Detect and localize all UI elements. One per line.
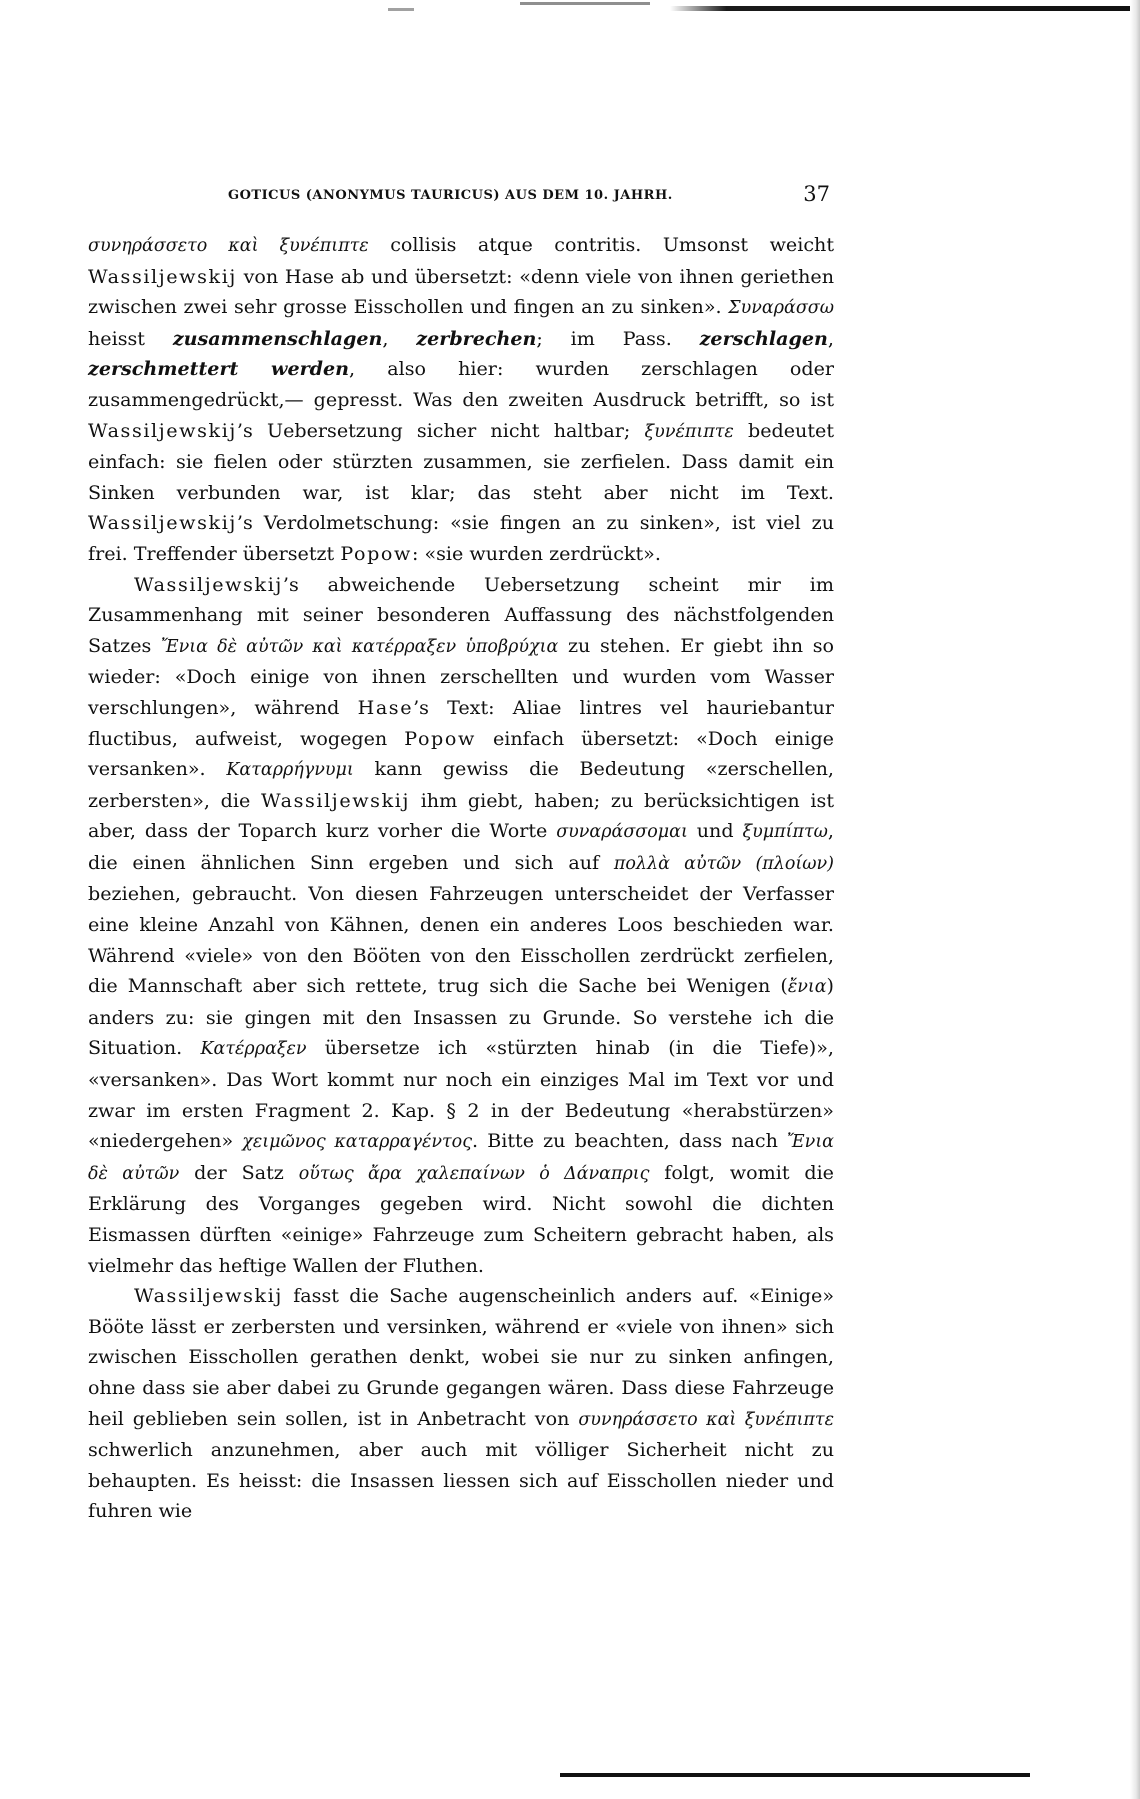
greek-quote: Κατέρραξεν [200,1039,307,1060]
paragraph [88,230,834,570]
text-run: ) anders zu: sie gingen mit den Insassen zu Grunde. So verstehe ich die Situation. [88,974,834,1060]
text-run: und [687,819,743,843]
text-run: : «sie wurden zerdrückt». [411,541,661,565]
text-run: ’s Text: Aliae lintres vel hauriebantur fluctibus, aufweist, wogegen [88,695,834,750]
scan-artifact-right-edge [1130,0,1140,1799]
greek-quote: συνηράσσετο καὶ ξυνέπιπτε [88,236,369,256]
greek-quote: πολλὰ αὐτῶν (πλοίων) [613,853,834,874]
text-run: heisst [88,326,173,350]
text-run: , [827,326,834,350]
text-run: übersetze ich «stürzten hinab (in die Tiefe)», «versanken». Das Wort kommt nur noch ein einziges Mal im Text vor und zwar im ersten Fragment 2. Kap. § 2 in der Bedeutung «herabstürzen» «niedergehen» [88,1036,834,1153]
text-run: fasst die Sache augenscheinlich anders auf. «Einige» Bööte lässt er zerbersten und versinken, während er «viele von ihnen» sich zwischen Eisschollen gerathen denkt, wobei sie nur zu sinken anfingen, ohne dass sie aber dabei zu Grunde gegangen wären. Dass diese Fahrzeuge heil geblieben sein sollen, ist in Anbetracht von [88,1284,834,1430]
scan-artifact-top-edge [670,6,1140,11]
paragraph [88,570,834,1282]
greek-quote: ἔνια [787,977,827,998]
running-title: GOTICUS (ANONYMUS TAURICUS) AUS DEM 10. JAHRH. [228,188,673,203]
text-run: kann gewiss die Bedeutung «zerschellen, zerbersten», die [88,757,834,812]
spaced-name: Wassiljewskij [261,788,410,812]
greek-quote: οὕτως ἄρα χαλεπαίνων ὁ Δάναπρις [298,1163,650,1184]
text-run: von Hase ab und übersetzt: «denn viele von ihnen geriethen zwischen zwei sehr grosse Eisschollen und fingen an zu sinken». [88,264,834,319]
spaced-name: Popow [340,541,412,565]
spaced-name: Wassiljewskij [88,511,237,535]
spaced-name: Wassiljewskij [134,1284,283,1308]
text-run: , also hier: wurden zerschlagen oder zusammengedrückt,— gepresst. Was den zweiten Ausdruck betrifft, so ist [88,357,834,411]
paragraph [88,1281,834,1527]
greek-quote: Ἔνια δὲ αὐτῶν καὶ κατέρραξεν ὑποβρύχια [160,636,559,657]
greek-quote: Συναράσσω [728,298,834,319]
text-run: ihm giebt, haben; zu berücksichtigen ist aber, dass der Toparch kurz vorher die Worte [88,788,834,843]
text-run: beziehen, gebraucht. Von diesen Fahrzeugen unterscheidet der Verfasser eine kleine Anzahl von Kähnen, denen ein anderes Loos beschieden war. Während «viele» von den Bööten von den Eisschollen zerdrückt zerfielen, die Mannschaft aber sich rettete, trug sich die Sache bei Wenigen ( [88,882,834,998]
spaced-name: Wassiljewskij [88,418,237,442]
emphasis: zerbrechen [416,326,537,350]
text-run: , die einen ähnlichen Sinn ergeben und sich auf [88,819,834,874]
text-run: der Satz [179,1160,299,1184]
text-run: ; im Pass. [536,326,700,350]
emphasis: zusammenschlagen [172,326,383,350]
text-run: . Bitte zu beachten, dass nach [472,1129,788,1153]
greek-quote: ξυμπίπτω [742,822,828,843]
running-head [88,182,834,216]
spaced-name: Wassiljewskij [88,264,237,288]
greek-quote: ξυνέπιπτε [644,421,734,442]
text-run: folgt, womit die Erklärung des Vorganges gegeben wird. Nicht sowohl die dichten Eismassen dürften «einige» Fahrzeuge zum Scheitern gebracht haben, als vielmehr das heftige Wallen der Fluthen. [88,1160,834,1277]
emphasis: zerschlagen [699,326,828,350]
text-run: bedeutet einfach: sie fielen oder stürzten zusammen, sie zerfielen. Dass damit ein Sinken verbunden war, ist klar; das steht aber nicht im Text. [88,418,834,504]
spaced-name: Wassiljewskij [134,572,283,596]
spaced-name: Popow [404,726,476,750]
text-run: zu stehen. Er giebt ihn so wieder: «Doch einige von ihnen zerschellten und wurden vom Wasser verschlungen», während [88,633,834,719]
text-run: ’s Verdolmetschung: «sie fingen an zu sinken», ist viel zu frei. Treffender übersetzt [88,511,834,565]
text-run: collisis atque contritis. Umsonst weicht [368,233,834,256]
book-page [88,182,834,1527]
text-run: einfach übersetzt: «Doch einige versanken». [88,726,834,781]
text-run: ’s Uebersetzung sicher nicht haltbar; [236,418,645,442]
scan-artifact-bottom-edge [560,1773,1030,1777]
body-text [88,230,834,1527]
text-run: , [382,326,417,350]
text-run: schwerlich anzunehmen, aber auch mit völliger Sicherheit nicht zu behaupten. Es heisst: die Insassen liessen sich auf Eisschollen nieder und fuhren wie [88,1438,834,1523]
greek-quote: συναράσσομαι [556,822,688,843]
page-number: 37 [803,182,830,206]
greek-quote: συνηράσσετο καὶ ξυνέπιπτε [578,1409,834,1430]
emphasis: zerschmettert werden [88,357,350,381]
scan-artifact-top-left [520,2,650,5]
greek-quote: Ἔνια δὲ αὐτῶν [88,1132,834,1184]
scan-artifact-mark [388,8,414,11]
greek-quote: χειμῶνος καταρραγέντος [242,1132,473,1153]
text-run: ’s abweichende Uebersetzung scheint mir im Zusammenhang mit seiner besonderen Auffassung des nächstfolgenden Satzes [88,572,834,657]
greek-quote: Καταρρήγνυμι [226,760,354,781]
spaced-name: Hase [357,695,414,719]
